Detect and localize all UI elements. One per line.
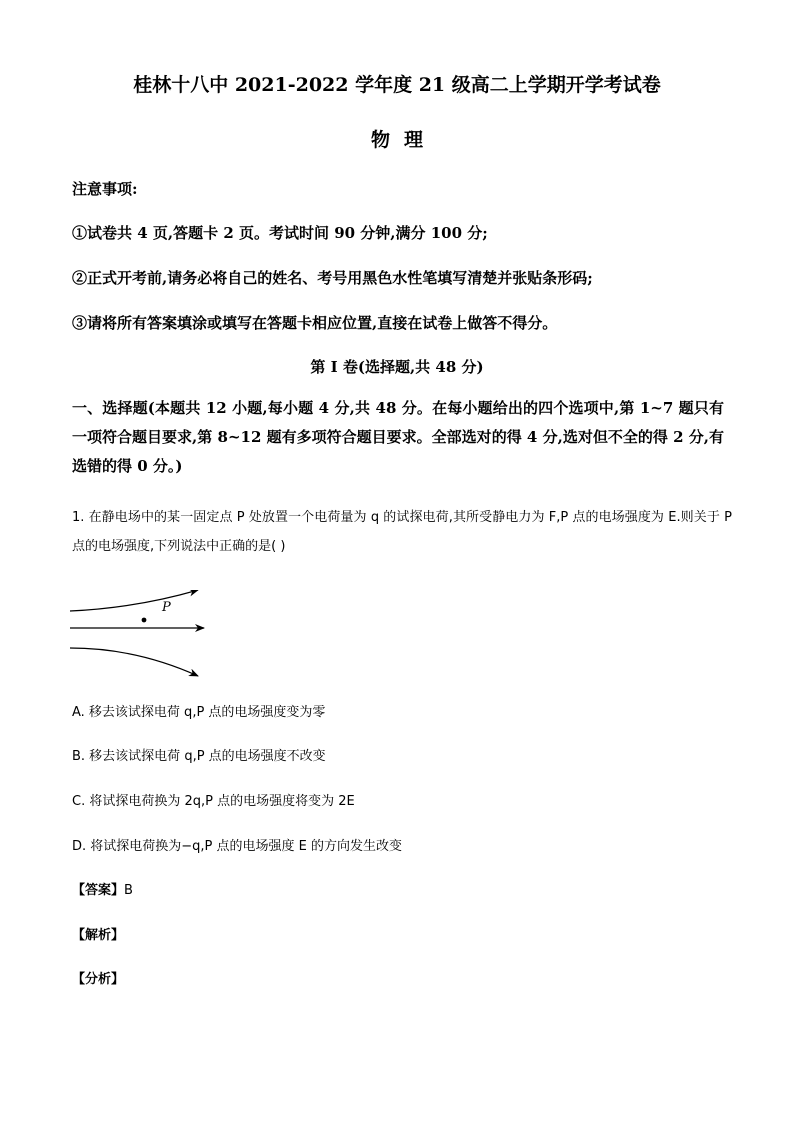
option-c: C. 将试探电荷换为 2q,P 点的电场强度将变为 2E — [72, 794, 355, 809]
answer-value: B — [124, 883, 133, 898]
option-d: D. 将试探电荷换为−q,P 点的电场强度 E 的方向发生改变 — [72, 839, 403, 854]
point-p-dot — [142, 618, 147, 623]
notice-heading: 注意事项: — [72, 180, 138, 198]
option-a: A. 移去该试探电荷 q,P 点的电场强度变为零 — [72, 705, 326, 720]
breakdown-line — [72, 968, 124, 987]
electric-field-lines-figure — [66, 590, 216, 682]
notice-item-3: ③请将所有答案填涂或填写在答题卡相应位置,直接在试卷上做答不得分。 — [72, 314, 558, 332]
analysis-line — [72, 924, 124, 943]
notice-item-1: ①试卷共 4 页,答题卡 2 页。考试时间 90 分钟,满分 100 分; — [72, 224, 488, 242]
field-line-bottom — [70, 648, 198, 676]
point-p-label: P — [162, 600, 171, 615]
answer-line — [72, 879, 133, 898]
breakdown-tag: 【分析】 — [72, 972, 125, 987]
question-1-stem: 1. 在静电场中的某一固定点 P 处放置一个电荷量为 q 的试探电荷,其所受静电力为 F,P 点的电场强度为 E.则关于 P 点的电场强度,下列说法中正确的是( ) — [72, 510, 732, 554]
analysis-tag: 【解析】 — [72, 928, 125, 943]
section-title: 第 I 卷(选择题,共 48 分) — [310, 358, 484, 376]
notice-item-2: ②正式开考前,请务必将自己的姓名、考号用黑色水性笔填写清楚并张贴条形码; — [72, 269, 593, 287]
field-line-top — [70, 590, 198, 611]
section-instructions: 一、选择题(本题共 12 小题,每小题 4 分,共 48 分。在每小题给出的四个选项中,第 1~7 题只有一项符合题目要求,第 8~12 题有多项符合题目要求。全部选对的得 4 分,选对但不全的得 2 分,有选错的得 0 分。) — [72, 399, 724, 475]
option-b: B. 移去该试探电荷 q,P 点的电场强度不改变 — [72, 749, 326, 764]
answer-tag: 【答案】 — [72, 883, 125, 898]
subject-title: 物理 — [370, 129, 437, 151]
exam-title: 桂林十八中 2021-2022 学年度 21 级高二上学期开学考试卷 — [133, 74, 661, 96]
